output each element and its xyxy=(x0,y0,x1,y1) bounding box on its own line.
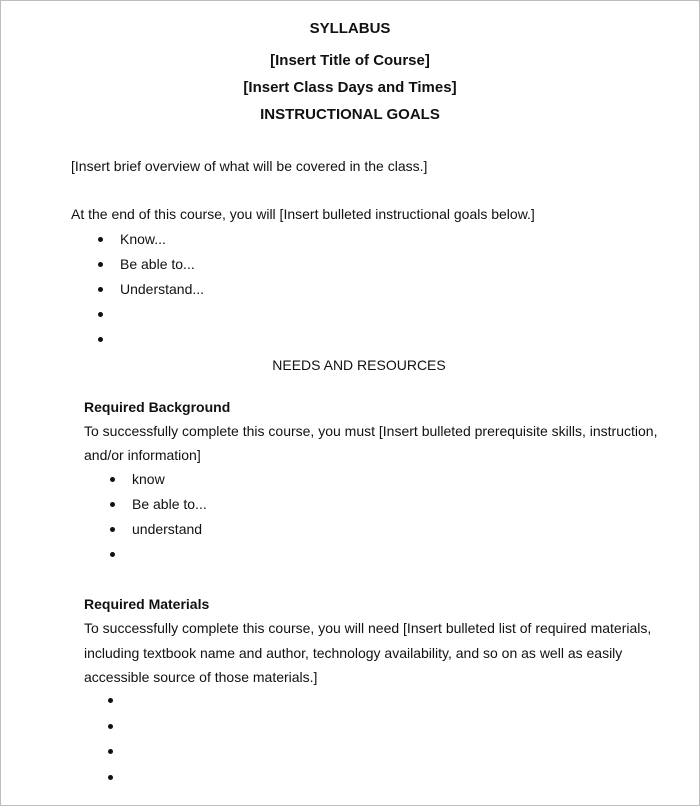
syllabus-title: SYLLABUS xyxy=(309,20,391,37)
course-title-placeholder: [Insert Title of Course] xyxy=(270,52,430,69)
bullet-icon xyxy=(110,477,115,482)
bullet-icon xyxy=(98,262,103,267)
required-materials-line-1: To successfully complete this course, you will need [Insert bulleted list of required materials, xyxy=(84,620,652,636)
required-background-line-1: To successfully complete this course, you must [Insert bulleted prerequisite skills, instruction, xyxy=(84,423,658,439)
required-background-line-2: and/or information] xyxy=(84,447,201,463)
bullet-icon xyxy=(110,502,115,507)
list-item-text: Know... xyxy=(120,231,166,247)
instructional-goals-heading: INSTRUCTIONAL GOALS xyxy=(260,106,440,123)
list-item-text: Understand... xyxy=(120,281,205,297)
goals-intro: At the end of this course, you will [Insert bulleted instructional goals below.] xyxy=(71,206,535,222)
course-overview-placeholder: [Insert brief overview of what will be covered in the class.] xyxy=(71,158,428,174)
bullet-icon xyxy=(98,237,103,242)
bullet-icon xyxy=(108,775,113,780)
needs-and-resources-heading: NEEDS AND RESOURCES xyxy=(272,357,446,373)
bullet-icon xyxy=(98,287,103,292)
required-materials-heading: Required Materials xyxy=(84,596,210,612)
bullet-icon xyxy=(108,724,113,729)
bullet-icon xyxy=(108,698,113,703)
list-item-text: Be able to... xyxy=(132,496,207,512)
required-materials-line-2: including textbook name and author, technology availability, and so on as well as easily xyxy=(84,645,623,661)
bullet-icon xyxy=(110,527,115,532)
required-materials-line-3: accessible source of those materials.] xyxy=(84,669,318,685)
list-item-text: understand xyxy=(132,521,203,537)
required-background-heading: Required Background xyxy=(84,399,231,415)
bullet-icon xyxy=(110,552,115,557)
list-item-text: Be able to... xyxy=(120,256,195,272)
list-item-text: know xyxy=(132,471,165,487)
bullet-icon xyxy=(98,337,103,342)
bullet-icon xyxy=(98,312,103,317)
bullet-icon xyxy=(108,749,113,754)
class-days-placeholder: [Insert Class Days and Times] xyxy=(243,79,457,96)
